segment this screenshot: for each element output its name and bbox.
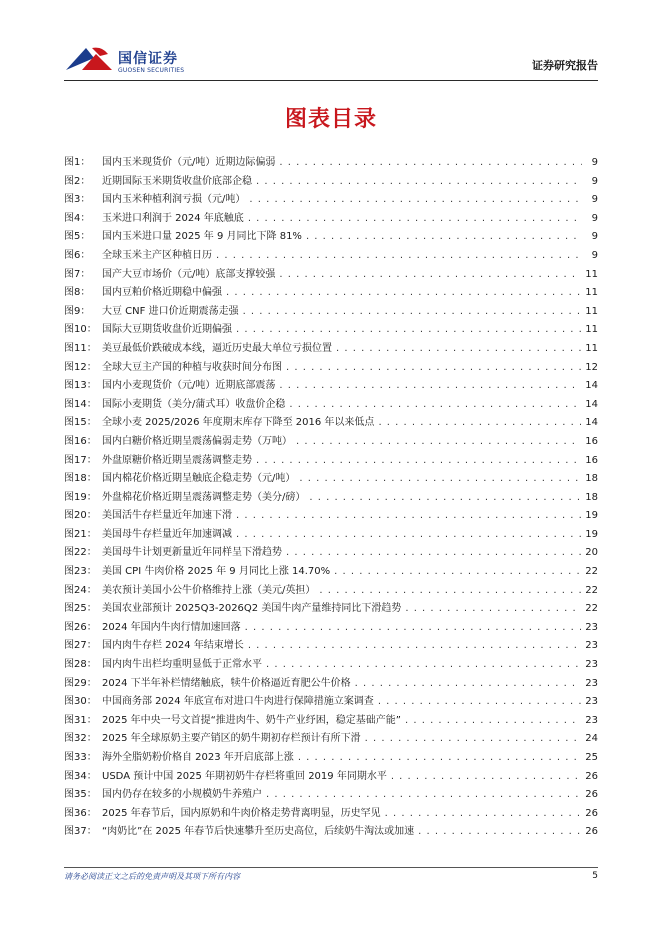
toc-page-number: 26 bbox=[585, 770, 598, 782]
toc-entry[interactable] bbox=[64, 675, 598, 694]
toc-figure-number: 图35： bbox=[64, 789, 97, 801]
toc-dot-leader bbox=[319, 582, 581, 601]
toc-figure-title: USDA 预计中国 2025 年期初奶牛存栏将重回 2019 年同期水平 bbox=[102, 770, 387, 782]
toc-figure-number: 图18： bbox=[64, 473, 97, 485]
toc-entry[interactable] bbox=[64, 489, 598, 508]
toc-figure-title: 国内棉花价格近期呈触底企稳走势（元/吨） bbox=[102, 473, 296, 485]
toc-page-number: 26 bbox=[585, 789, 598, 801]
toc-entry[interactable] bbox=[64, 377, 598, 396]
toc-page-number: 20 bbox=[585, 547, 598, 559]
toc-dot-leader bbox=[279, 154, 582, 173]
header-divider bbox=[64, 80, 598, 81]
toc-page-number: 9 bbox=[591, 157, 598, 168]
toc-figure-number: 图26： bbox=[64, 621, 97, 633]
toc-entry[interactable] bbox=[64, 786, 598, 805]
toc-page-number: 9 bbox=[591, 175, 598, 187]
toc-figure-title: 国内小麦现货价（元/吨）近期底部震荡 bbox=[102, 380, 276, 392]
toc-page-number: 18 bbox=[585, 491, 598, 503]
toc-page-number: 23 bbox=[585, 659, 598, 671]
toc-figure-number: 图15： bbox=[64, 417, 97, 429]
footer-divider bbox=[64, 867, 598, 868]
toc-page-number: 9 bbox=[591, 194, 598, 206]
toc-figure-title: 全球小麦 2025/2026 年度期末库存下降至 2016 年以来低点 bbox=[102, 417, 375, 429]
toc-figure-title: 美国母牛存栏量近年加速调减 bbox=[102, 528, 232, 540]
toc-figure-number: 图27： bbox=[64, 640, 97, 652]
toc-figure-number: 图28： bbox=[64, 659, 97, 671]
toc-figure-number: 图5： bbox=[64, 231, 91, 243]
toc-dot-leader bbox=[355, 675, 582, 694]
toc-entry[interactable] bbox=[64, 228, 598, 247]
toc-entry[interactable] bbox=[64, 470, 598, 489]
toc-figure-number: 图1： bbox=[64, 157, 91, 168]
toc-figure-title: 国际大豆期货收盘价近期偏强 bbox=[102, 324, 232, 336]
toc-entry[interactable] bbox=[64, 414, 598, 433]
toc-figure-title: 2025 年中央一号文首提“推进肉牛、奶牛产业纾困，稳定基础产能” bbox=[102, 714, 401, 726]
toc-figure-number: 图13： bbox=[64, 380, 97, 392]
toc-figure-number: 图24： bbox=[64, 584, 97, 596]
toc-figure-number: 图23： bbox=[64, 566, 97, 578]
toc-entry[interactable] bbox=[64, 154, 598, 173]
toc-figure-number: 图4： bbox=[64, 212, 91, 224]
toc-dot-leader bbox=[266, 786, 581, 805]
toc-page-number: 16 bbox=[585, 435, 598, 447]
toc-figure-title: 全球大豆主产国的种植与收获时间分布图 bbox=[102, 361, 282, 373]
toc-entry[interactable] bbox=[64, 396, 598, 415]
toc-page-number: 12 bbox=[585, 361, 598, 373]
toc-dot-leader bbox=[378, 414, 581, 433]
footer-disclaimer: 请务必阅读正文之后的免责声明及其项下所有内容 bbox=[64, 872, 240, 881]
toc-dot-leader bbox=[405, 712, 581, 731]
toc-dot-leader bbox=[365, 730, 582, 749]
toc-figure-number: 图19： bbox=[64, 491, 97, 503]
toc-page-number: 23 bbox=[585, 677, 598, 689]
toc-figure-title: 大豆 CNF 进口价近期震荡走强 bbox=[102, 305, 239, 317]
toc-page-number: 11 bbox=[585, 287, 598, 299]
toc-figure-number: 图25： bbox=[64, 603, 97, 615]
toc-figure-number: 图10： bbox=[64, 324, 97, 336]
toc-figure-title: 国内玉米种植利润亏损（元/吨） bbox=[102, 194, 246, 206]
toc-dot-leader bbox=[299, 470, 581, 489]
toc-figure-number: 图30： bbox=[64, 696, 97, 708]
toc-figure-number: 图14： bbox=[64, 398, 97, 410]
toc-entry[interactable] bbox=[64, 823, 598, 842]
toc-entry[interactable] bbox=[64, 749, 598, 768]
toc-figure-number: 图36： bbox=[64, 807, 97, 819]
toc-dot-leader bbox=[334, 563, 581, 582]
toc-page-number: 23 bbox=[585, 621, 598, 633]
guosen-logo bbox=[64, 42, 184, 78]
toc-figure-title: 美农预计美国小公牛价格维持上涨（美元/英担） bbox=[102, 584, 316, 596]
toc-figure-number: 图8： bbox=[64, 287, 91, 299]
toc-dot-leader bbox=[309, 489, 581, 508]
toc-figure-title: 国际小麦期货（美分/蒲式耳）收盘价企稳 bbox=[102, 398, 286, 410]
toc-figure-number: 图3： bbox=[64, 194, 91, 206]
toc-figure-title: 海外全脂奶粉价格自 2023 年开启底部上涨 bbox=[102, 752, 294, 763]
toc-figure-title: 近期国际玉米期货收盘价底部企稳 bbox=[102, 175, 252, 187]
toc-dot-leader bbox=[418, 823, 581, 842]
toc-entry[interactable] bbox=[64, 805, 598, 824]
toc-entry[interactable] bbox=[64, 210, 598, 229]
toc-page-number: 22 bbox=[585, 584, 598, 596]
toc-entry[interactable] bbox=[64, 526, 598, 545]
toc-dot-leader bbox=[249, 191, 582, 210]
toc-figure-title: 美国农业部预计 2025Q3-2026Q2 美国牛肉产量维持同比下滑趋势 bbox=[102, 603, 402, 615]
toc-entry[interactable] bbox=[64, 303, 598, 322]
toc-dot-leader bbox=[279, 266, 581, 285]
toc-entry[interactable] bbox=[64, 507, 598, 526]
toc-figure-title: 国内肉牛存栏 2024 年结束增长 bbox=[102, 640, 244, 652]
toc-entry[interactable] bbox=[64, 359, 598, 378]
toc-dot-leader bbox=[298, 749, 581, 768]
toc-figure-number: 图22： bbox=[64, 547, 97, 559]
toc-figure-title: 美豆最低价跌破成本线，逼近历史最大单位亏损位置 bbox=[102, 342, 332, 354]
toc-figure-number: 图11： bbox=[64, 342, 97, 354]
toc-page-number: 26 bbox=[585, 826, 598, 838]
toc-page-number: 11 bbox=[585, 305, 598, 317]
toc-page-number: 9 bbox=[591, 249, 598, 261]
toc-page-number: 25 bbox=[585, 752, 598, 763]
toc-figure-number: 图7： bbox=[64, 268, 91, 280]
toc-figure-title: 全球玉米主产区种植日历 bbox=[102, 249, 212, 261]
toc-dot-leader bbox=[286, 544, 581, 563]
toc-figure-number: 图31： bbox=[64, 714, 97, 726]
toc-entry[interactable] bbox=[64, 321, 598, 340]
table-of-figures bbox=[64, 154, 598, 842]
toc-figure-title: 美国活牛存栏量近年加速下滑 bbox=[102, 510, 232, 522]
toc-figure-title: 外盘棉花价格近期呈震荡调整走势（美分/磅） bbox=[102, 491, 306, 503]
toc-page-number: 19 bbox=[585, 528, 598, 540]
toc-entry[interactable] bbox=[64, 656, 598, 675]
toc-entry[interactable] bbox=[64, 563, 598, 582]
toc-page-number: 9 bbox=[591, 212, 598, 224]
toc-entry[interactable] bbox=[64, 247, 598, 266]
page-title: 图表目录 bbox=[284, 107, 377, 132]
toc-entry[interactable] bbox=[64, 452, 598, 471]
toc-dot-leader bbox=[336, 340, 581, 359]
toc-figure-title: “肉奶比”在 2025 年春节后快速攀升至历史高位，后续奶牛淘汰或加速 bbox=[102, 826, 415, 838]
toc-figure-title: 美国 CPI 牛肉价格 2025 年 9 月同比上涨 14.70% bbox=[102, 566, 331, 578]
toc-entry[interactable] bbox=[64, 600, 598, 619]
toc-dot-leader bbox=[385, 805, 582, 824]
toc-dot-leader bbox=[216, 247, 582, 266]
toc-figure-title: 玉米进口利润于 2024 年底触底 bbox=[102, 212, 244, 224]
toc-entry[interactable] bbox=[64, 768, 598, 787]
toc-entry[interactable] bbox=[64, 433, 598, 452]
toc-entry[interactable] bbox=[64, 619, 598, 638]
toc-figure-title: 国内白糖价格近期呈震荡偏弱走势（万吨） bbox=[102, 435, 292, 447]
toc-figure-number: 图37： bbox=[64, 826, 97, 838]
toc-figure-title: 外盘原糖价格近期呈震荡调整走势 bbox=[102, 454, 252, 466]
toc-page-number: 11 bbox=[585, 342, 598, 354]
toc-page-number: 23 bbox=[585, 640, 598, 652]
toc-entry[interactable] bbox=[64, 637, 598, 656]
toc-entry[interactable] bbox=[64, 582, 598, 601]
toc-page-number: 18 bbox=[585, 473, 598, 485]
toc-figure-number: 图16： bbox=[64, 435, 97, 447]
page-header bbox=[64, 42, 598, 80]
toc-dot-leader bbox=[226, 284, 581, 303]
toc-figure-number: 图9： bbox=[64, 305, 91, 317]
toc-figure-number: 图21： bbox=[64, 528, 97, 540]
toc-figure-title: 国内玉米进口量 2025 年 9 月同比下降 81% bbox=[102, 231, 302, 243]
toc-entry[interactable] bbox=[64, 191, 598, 210]
toc-page-number: 14 bbox=[585, 398, 598, 410]
toc-figure-number: 图33： bbox=[64, 752, 97, 763]
page-number: 5 bbox=[592, 871, 598, 881]
toc-dot-leader bbox=[248, 210, 582, 229]
toc-dot-leader bbox=[236, 321, 581, 340]
toc-page-number: 22 bbox=[585, 566, 598, 578]
logo-text-en: GUOSEN SECURITIES bbox=[118, 67, 185, 74]
toc-figure-title: 2024 下半年补栏情绪触底，犊牛价格逼近育肥公牛价格 bbox=[102, 677, 351, 689]
toc-dot-leader bbox=[378, 693, 581, 712]
toc-dot-leader bbox=[391, 768, 581, 787]
toc-page-number: 24 bbox=[585, 733, 598, 745]
toc-page-number: 26 bbox=[585, 807, 598, 819]
toc-dot-leader bbox=[243, 303, 582, 322]
report-type-label: 证券研究报告 bbox=[532, 59, 598, 72]
toc-dot-leader bbox=[245, 619, 582, 638]
toc-dot-leader bbox=[256, 173, 582, 192]
toc-page-number: 23 bbox=[585, 714, 598, 726]
toc-figure-number: 图20： bbox=[64, 510, 97, 522]
toc-dot-leader bbox=[256, 452, 581, 471]
toc-figure-title: 中国商务部 2024 年底宣布对进口牛肉进行保障措施立案调查 bbox=[102, 696, 374, 708]
toc-figure-title: 国产大豆市场价（元/吨）底部支撑较强 bbox=[102, 268, 276, 280]
toc-entry[interactable] bbox=[64, 544, 598, 563]
toc-page-number: 19 bbox=[585, 510, 598, 522]
toc-figure-number: 图34： bbox=[64, 770, 97, 782]
toc-dot-leader bbox=[296, 433, 581, 452]
toc-figure-title: 国内仍存在较多的小规模奶牛养殖户 bbox=[102, 789, 262, 801]
toc-dot-leader bbox=[266, 656, 581, 675]
toc-dot-leader bbox=[248, 637, 581, 656]
toc-page-number: 9 bbox=[591, 231, 598, 243]
logo-text-cn: 国信证券 bbox=[118, 51, 178, 67]
toc-dot-leader bbox=[236, 526, 581, 545]
toc-figure-number: 图32： bbox=[64, 733, 97, 745]
toc-figure-number: 图17： bbox=[64, 454, 97, 466]
toc-page-number: 11 bbox=[585, 324, 598, 336]
toc-figure-number: 图6： bbox=[64, 249, 91, 261]
toc-figure-title: 国内豆粕价格近期稳中偏强 bbox=[102, 287, 222, 299]
toc-figure-title: 2025 年春节后，国内原奶和牛肉价格走势背离明显，历史罕见 bbox=[102, 807, 381, 819]
toc-page-number: 11 bbox=[585, 268, 598, 280]
toc-figure-title: 2024 年国内牛肉行情加速回落 bbox=[102, 621, 241, 633]
toc-entry[interactable] bbox=[64, 693, 598, 712]
toc-dot-leader bbox=[286, 359, 581, 378]
toc-dot-leader bbox=[405, 600, 581, 619]
toc-figure-title: 国内肉牛出栏均重明显低于正常水平 bbox=[102, 659, 262, 671]
toc-dot-leader bbox=[306, 228, 582, 247]
toc-page-number: 16 bbox=[585, 454, 598, 466]
toc-entry[interactable] bbox=[64, 730, 598, 749]
toc-dot-leader bbox=[279, 377, 581, 396]
toc-figure-title: 国内玉米现货价（元/吨）近期边际偏弱 bbox=[102, 157, 276, 168]
toc-entry[interactable] bbox=[64, 712, 598, 731]
toc-figure-number: 图2： bbox=[64, 175, 91, 187]
toc-figure-number: 图12： bbox=[64, 361, 97, 373]
toc-figure-title: 美国母牛计划更新量近年同样呈下滑趋势 bbox=[102, 547, 282, 559]
toc-entry[interactable] bbox=[64, 173, 598, 192]
toc-dot-leader bbox=[289, 396, 581, 415]
toc-entry[interactable] bbox=[64, 266, 598, 285]
toc-figure-title: 2025 年全球原奶主要产销区的奶牛期初存栏预计有所下滑 bbox=[102, 733, 361, 745]
toc-page-number: 22 bbox=[585, 603, 598, 615]
guosen-logo-icon bbox=[64, 44, 114, 74]
toc-entry[interactable] bbox=[64, 340, 598, 359]
toc-dot-leader bbox=[236, 507, 581, 526]
toc-entry[interactable] bbox=[64, 284, 598, 303]
toc-page-number: 23 bbox=[585, 696, 598, 708]
toc-page-number: 14 bbox=[585, 380, 598, 392]
toc-page-number: 14 bbox=[585, 417, 598, 429]
toc-figure-number: 图29： bbox=[64, 677, 97, 689]
